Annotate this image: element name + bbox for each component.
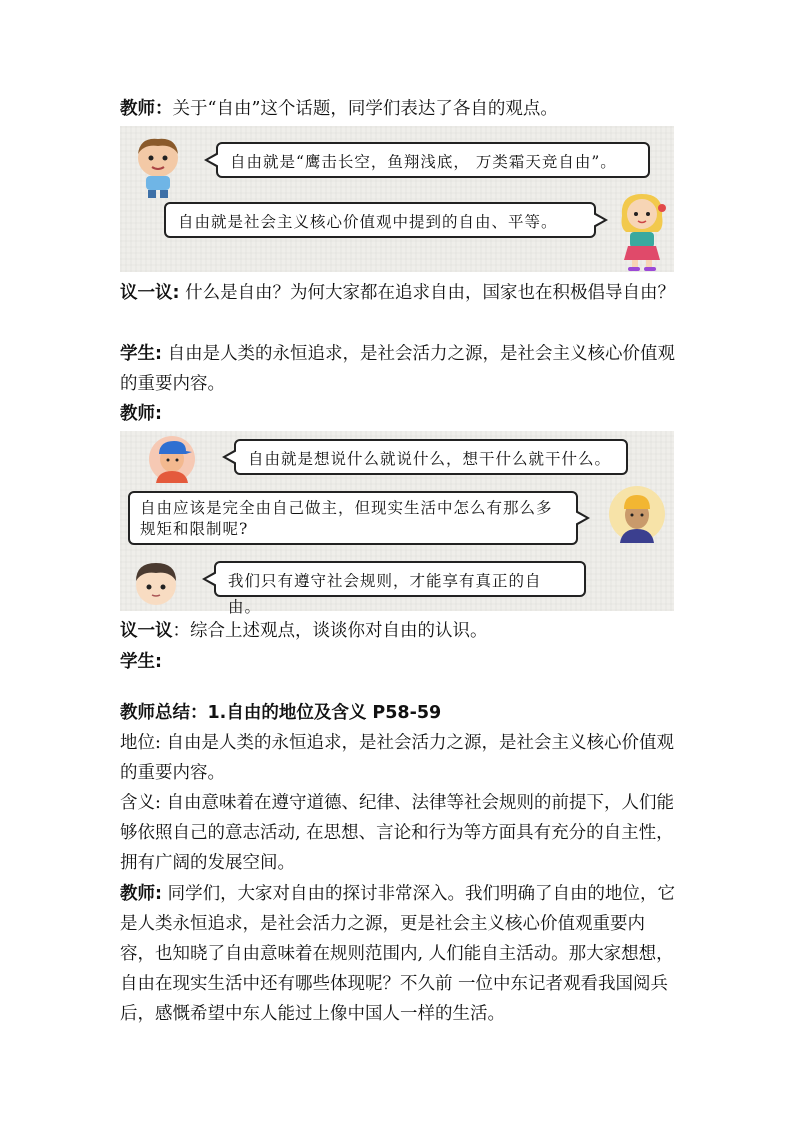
man-beanie-avatar-icon	[608, 485, 666, 543]
teacher-final-paragraph	[120, 879, 676, 1029]
meaning-paragraph	[120, 788, 676, 878]
speech-bubble-1: 自由就是“鹰击长空，鱼翔浅底， 万类霜天竞自由”。	[216, 142, 650, 178]
discussion-2	[120, 616, 676, 646]
discussion-1	[120, 278, 676, 308]
speech-bubble-3: 自由就是想说什么就说什么，想干什么就干什么。	[234, 439, 628, 475]
boy-cartoon-icon	[128, 134, 188, 198]
teacher-final-text: 同学们，大家对自由的探讨非常深入。我们明确了自由的地位，它是人类永恒追求，是社会活力之源，更是社会主义核心价值观重要内容，也知晓了自由意味着在规则范围内, 人们能自主活动。那大家想想，自由在现实生活中还有哪些体现呢？不久前 一位中东记者观看我国阅兵后，感慨希望中东人能过上像中国人一样的生活。	[120, 884, 676, 1024]
teacher-intro-text: 关于“自由”这个话题，同学们表达了各自的观点。	[172, 99, 558, 119]
summary-label: 教师总结：	[120, 703, 208, 723]
status-text: 自由是人类的永恒追求，是社会活力之源，是社会主义核心价值观的重要内容。	[120, 733, 674, 783]
dialogue-panel-1	[120, 126, 674, 272]
teacher-summary	[120, 698, 676, 728]
status-label: 地位:	[120, 733, 161, 753]
student-label: 学生:	[120, 344, 162, 364]
student-label-2	[120, 647, 676, 677]
student-answer-1-text: 自由是人类的永恒追求，是社会活力之源，是社会主义核心价值观的重要内容。	[120, 344, 676, 394]
boy-face-avatar-icon	[130, 557, 182, 609]
girl-cartoon-icon	[614, 190, 670, 272]
teacher-label-2-text: 教师:	[120, 404, 162, 424]
discussion-2-text: ：综合上述观点，谈谈你对自由的认识。	[172, 621, 488, 641]
teacher-label-2	[120, 399, 676, 429]
speech-bubble-5: 我们只有遵守社会规则，才能享有真正的自由。	[214, 561, 586, 597]
speech-bubble-4: 自由应该是完全由自己做主，但现实生活中怎么有那么多规矩和限制呢?	[128, 491, 578, 545]
meaning-text: 自由意味着在遵守道德、纪律、法律等社会规则的前提下，人们能够依照自己的意志活动, 在思想、言论和行为等方面具有充分的自主性，拥有广阔的发展空间。	[120, 793, 674, 873]
dialogue-panel-2	[120, 431, 674, 616]
student-answer-1	[120, 339, 676, 399]
status-paragraph	[120, 728, 676, 788]
speech-bubble-2: 自由就是社会主义核心价值观中提到的自由、平等。	[164, 202, 596, 238]
student-label-2-text: 学生:	[120, 652, 162, 672]
meaning-label: 含义:	[120, 793, 161, 813]
boy-cap-avatar-icon	[146, 435, 198, 483]
discussion-1-text: 什么是自由？为何大家都在追求自由，国家也在积极倡导自由？	[179, 283, 676, 303]
teacher-intro	[120, 94, 676, 124]
teacher-final-label: 教师:	[120, 884, 162, 904]
teacher-label: 教师：	[120, 99, 173, 119]
summary-title: 1.自由的地位及含义 P58-59	[207, 703, 442, 723]
discussion-label: 议一议:	[120, 283, 180, 303]
discussion-2-label: 议一议	[120, 621, 173, 641]
